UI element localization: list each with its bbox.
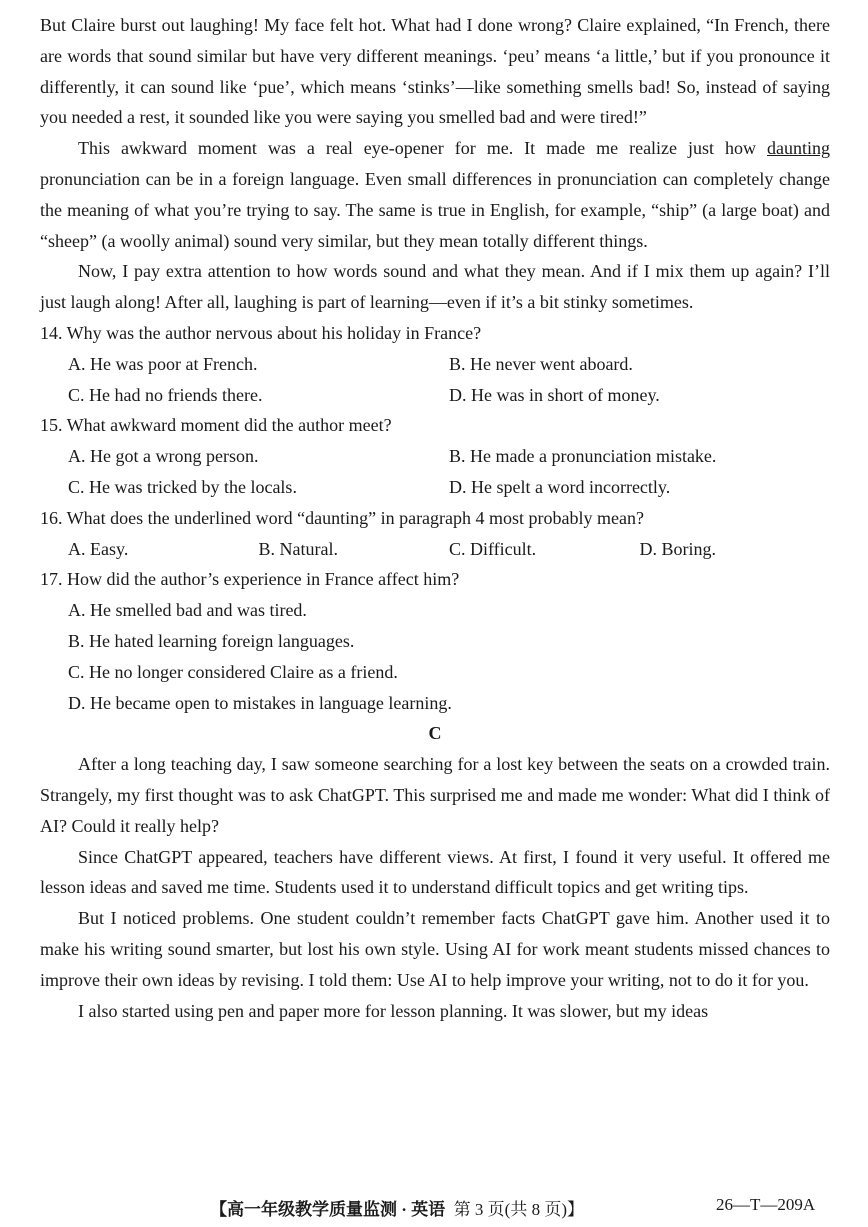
option-a[interactable]: A. He smelled bad and was tired.	[68, 600, 307, 621]
page-number: 第 3 页(共 8 页)】	[453, 1200, 584, 1219]
question-stem: 16. What does the underlined word “daunting” in paragraph 4 most probably mean?	[40, 507, 644, 528]
option-b[interactable]: B. He made a pronunciation mistake.	[449, 446, 717, 467]
question-15	[40, 410, 830, 502]
question-16	[40, 503, 830, 565]
question-14	[40, 318, 830, 410]
option-c[interactable]: C. He was tricked by the locals.	[68, 476, 297, 497]
option-a[interactable]: A. He got a wrong person.	[68, 446, 259, 467]
option-d[interactable]: D. He spelt a word incorrectly.	[449, 476, 671, 497]
page-footer	[0, 1191, 868, 1221]
question-stem: 17. How did the author’s experience in France affect him?	[40, 569, 460, 590]
exam-page	[40, 10, 830, 1026]
underlined-word: daunting	[767, 138, 830, 159]
passage-c-paragraph-1: After a long teaching day, I saw someone searching for a lost key between the seats on a crowded train. Strangely, my first thought was to ask ChatGPT. This surprised me and made me wonder: What did I think of AI? Could it really help?	[40, 754, 830, 836]
option-d[interactable]: D. He became open to mistakes in language learning.	[68, 692, 452, 713]
option-a[interactable]: A. Easy.	[68, 538, 129, 559]
option-c[interactable]: C. Difficult.	[449, 538, 537, 559]
option-b[interactable]: B. He hated learning foreign languages.	[68, 630, 355, 651]
passage-b-paragraph-5: Now, I pay extra attention to how words sound and what they mean. And if I mix them up again? I’ll just laugh along! After all, laughing is part of learning—even if it’s a bit stinky sometimes.	[40, 261, 830, 313]
option-b[interactable]: B. He never went aboard.	[449, 353, 633, 374]
passage-b-paragraph-3: But Claire burst out laughing! My face felt hot. What had I done wrong? Claire explained, “In French, there are words that sound similar but have very different meanings. ‘peu’ means ‘a little,’ but if you pronounce it differently, it can sound like ‘pue’, which means ‘stinks’—like something smells bad! So, instead of saying you needed a rest, it sounded like you were saying you smelled bad and were tired!”	[40, 15, 830, 128]
question-stem: 15. What awkward moment did the author meet?	[40, 415, 392, 436]
question-stem: 14. Why was the author nervous about his holiday in France?	[40, 322, 482, 343]
option-d[interactable]: D. Boring.	[639, 538, 716, 559]
footer-title: 【高一年级教学质量监测 · 英语 第 3 页(共 8 页)】	[210, 1200, 584, 1219]
exam-code: 26—T—209A	[716, 1195, 816, 1214]
option-a[interactable]: A. He was poor at French.	[68, 353, 258, 374]
question-17	[40, 564, 830, 718]
passage-c-paragraph-2: Since ChatGPT appeared, teachers have different views. At first, I found it very useful. It offered me lesson ideas and saved me time. Students used it to understand difficult topics and get writing tips.	[40, 846, 830, 898]
section-heading: C	[428, 723, 442, 744]
option-c[interactable]: C. He no longer considered Claire as a friend.	[68, 661, 398, 682]
passage-c-paragraph-4: I also started using pen and paper more for lesson planning. It was slower, but my ideas	[78, 1000, 709, 1021]
passage-c-paragraph-3: But I noticed problems. One student couldn’t remember facts ChatGPT gave him. Another used it to make his writing sound smarter, but lost his own style. Using AI for work meant students missed chances to improve their own ideas by revising. I told them: Use AI to help improve your writing, not to do it for you.	[40, 908, 830, 990]
option-d[interactable]: D. He was in short of money.	[449, 384, 660, 405]
option-b[interactable]: B. Natural.	[258, 538, 338, 559]
option-c[interactable]: C. He had no friends there.	[68, 384, 263, 405]
passage-b-paragraph-4: This awkward moment was a real eye-opener for me. It made me realize just how daunting pronunciation can be in a foreign language. Even small differences in pronunciation can completely change the meaning of what you’re trying to say. The same is true in English, for example, “ship” (a large boat) and “sheep” (a woolly animal) sound very similar, but they mean totally different things.	[40, 138, 830, 251]
